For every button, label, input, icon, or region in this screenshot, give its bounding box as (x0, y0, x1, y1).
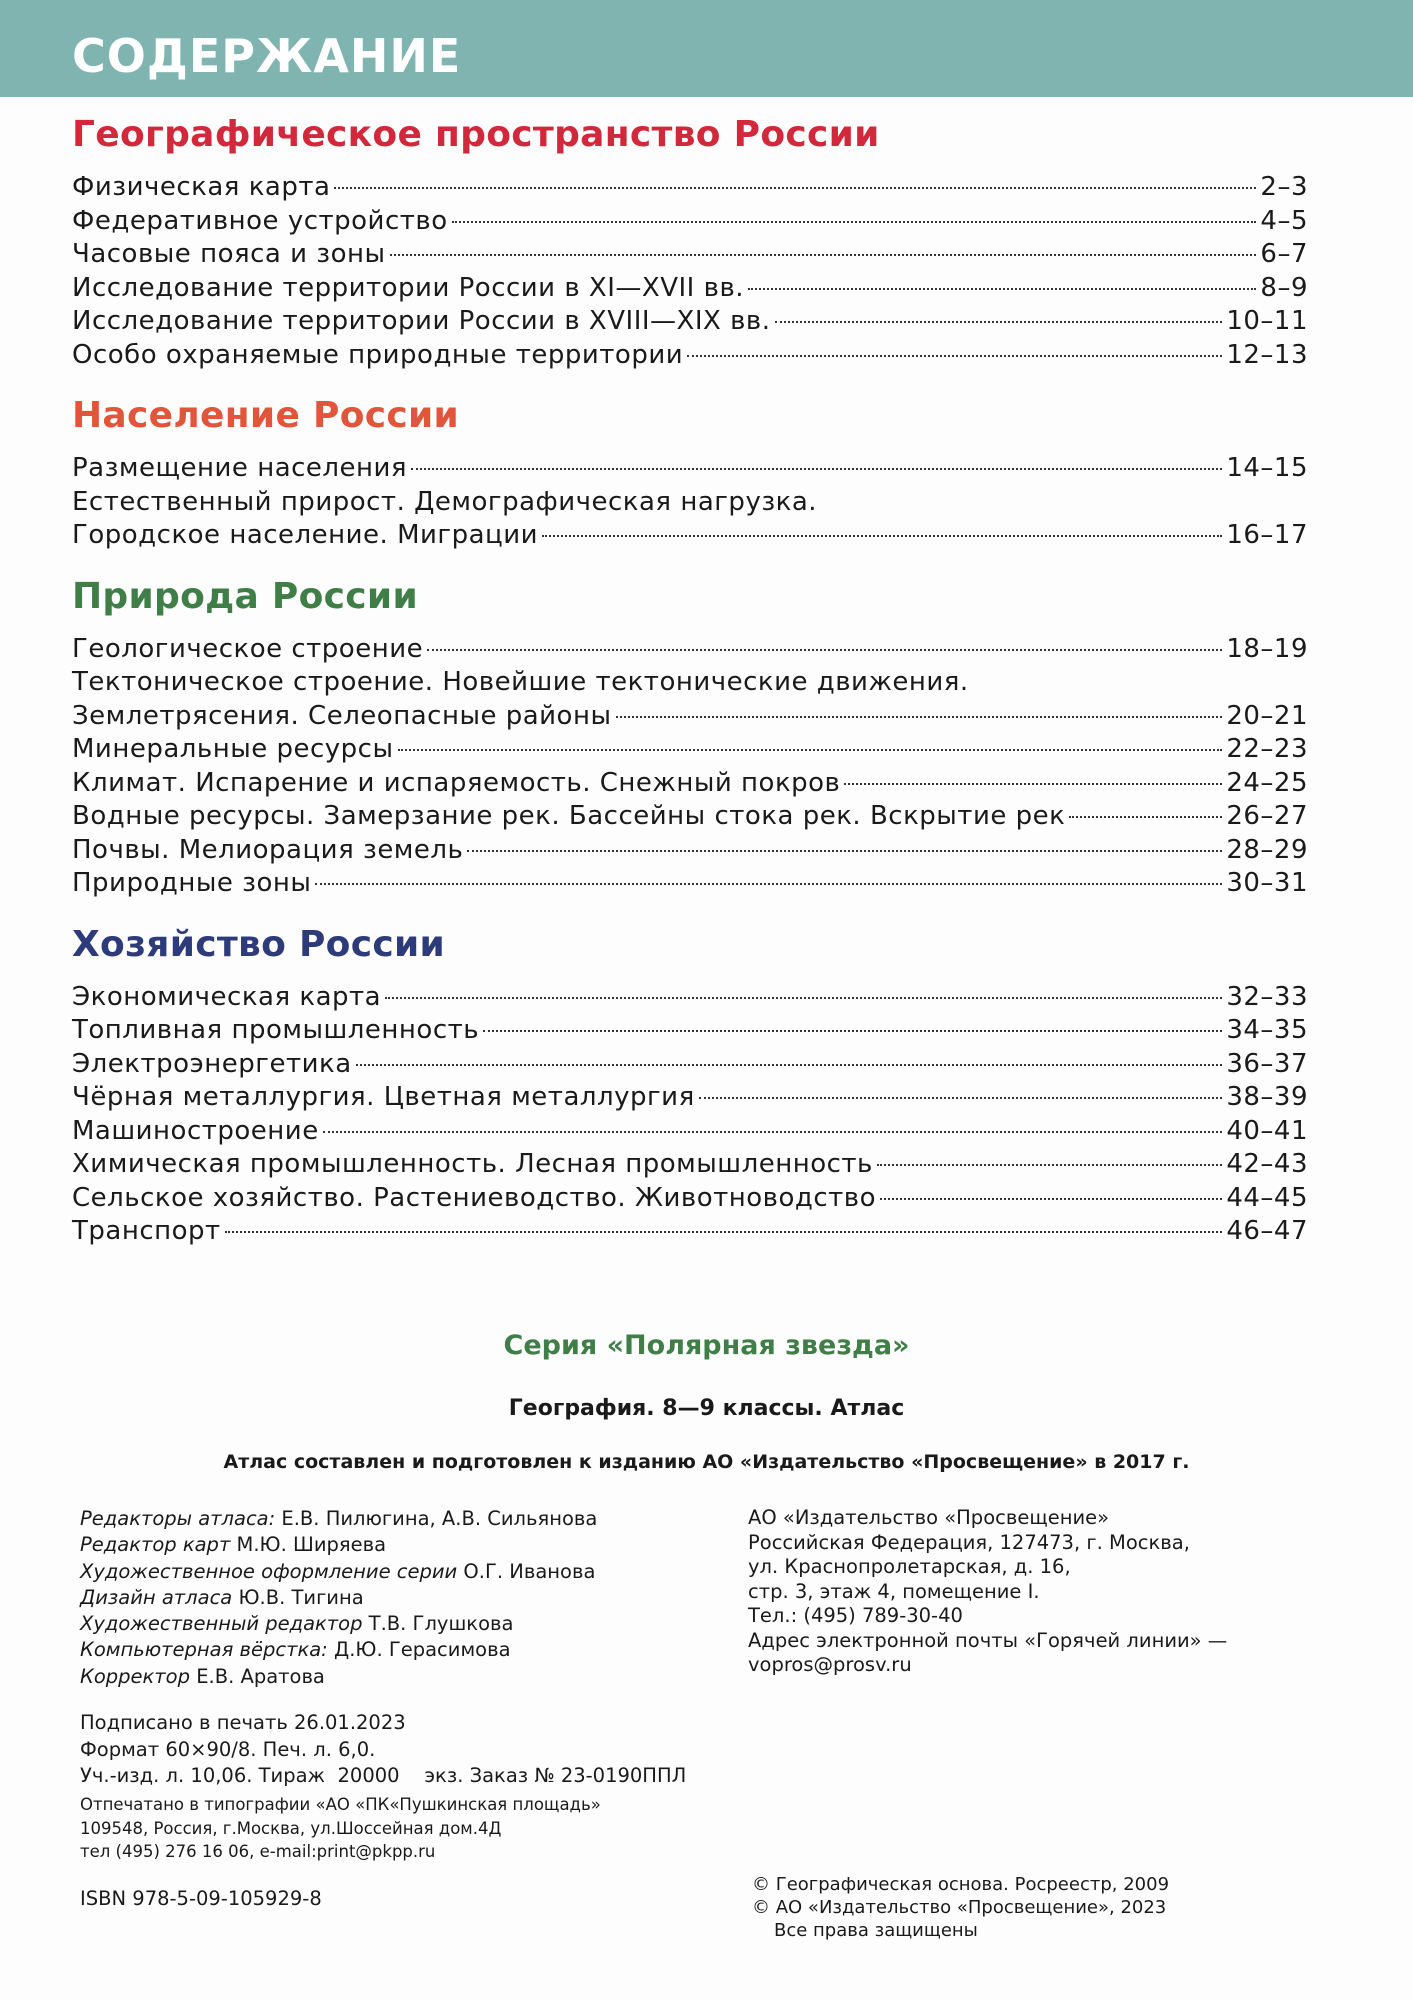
entry-title: Электроэнергетика (72, 1048, 352, 1079)
entry-title: Водные ресурсы. Замерзание рек. Бассейны стока рек. Вскрытие рек (72, 801, 1066, 831)
compiled-note: Атлас составлен и подготовлен к изданию АО «Издательство «Просвещение» в 2017 г. (223, 1451, 1190, 1473)
entry-pages: 26–27 (1226, 801, 1308, 831)
section-title: Население России (72, 395, 460, 436)
publisher-line: Тел.: (495) 789-30-40 (748, 1604, 963, 1627)
toc-entry[interactable] (72, 666, 1308, 700)
entry-title: Тектоническое строение. Новейшие тектонические движения. (72, 667, 969, 697)
entry-title: Размещение населения (72, 453, 408, 483)
entry-pages: 10–11 (1226, 306, 1308, 336)
entry-title: Топливная промышленность (72, 1015, 480, 1045)
entry-title: Сельское хозяйство. Растениеводство. Животноводство (72, 1182, 877, 1213)
entry-pages: 42–43 (1226, 1149, 1308, 1179)
entry-pages: 4–5 (1260, 205, 1308, 236)
credit-line (80, 1532, 730, 1558)
entry-pages: 2–3 (1260, 172, 1308, 202)
toc-entry[interactable] (72, 633, 1308, 667)
copyright-line: © Географическая основа. Росреестр, 2009 (752, 1874, 1170, 1895)
entry-pages: 22–23 (1226, 734, 1308, 764)
print-info-line: Подписано в печать 26.01.2023 (80, 1711, 406, 1734)
print-info (80, 1710, 730, 1790)
dot-leader (542, 535, 1222, 537)
credit-role: Компьютерная вёрстка: (80, 1638, 328, 1662)
entry-title: Исследование территории России в XVIII—XIX вв. (72, 306, 771, 336)
toc-entry[interactable] (72, 1014, 1308, 1048)
series-title: Серия «Полярная звезда» (503, 1330, 910, 1361)
dot-leader (390, 254, 1257, 256)
page-title: СОДЕРЖАНИЕ (72, 29, 462, 83)
printing-house-line: тел (495) 276 16 06, e-mail:print@pkpp.ru (80, 1842, 436, 1861)
dot-leader (225, 1231, 1223, 1233)
dot-leader (877, 1164, 1222, 1166)
toc-entry[interactable] (72, 452, 1308, 486)
publisher-address (748, 1506, 1268, 1678)
toc-entry[interactable] (72, 700, 1308, 734)
toc-entry[interactable] (72, 305, 1308, 339)
print-info-line: Уч.-изд. л. 10,06. Тираж 20000 экз. Заказ № 23-0190ППЛ (80, 1764, 687, 1787)
dot-leader (748, 288, 1256, 290)
dot-leader (398, 749, 1223, 751)
print-info-line: Формат 60×90/8. Печ. л. 6,0. (80, 1737, 376, 1761)
dot-leader (356, 1064, 1223, 1066)
section-title: Географическое пространство России (72, 114, 880, 155)
entry-title: Исследование территории России в XI—XVII вв. (72, 272, 745, 303)
entry-pages: 24–25 (1226, 767, 1308, 798)
copyright-line: Все права защищены (774, 1920, 978, 1941)
toc-entry[interactable] (72, 1048, 1308, 1082)
isbn: ISBN 978-5-09-105929-8 (80, 1887, 322, 1910)
toc-entry[interactable] (72, 272, 1308, 306)
toc-entry[interactable] (72, 1215, 1308, 1249)
credit-name: Д.Ю. Герасимова (333, 1638, 511, 1662)
dot-leader (880, 1198, 1222, 1200)
entry-pages: 18–19 (1226, 633, 1308, 664)
credit-name: Ю.В. Тигина (238, 1585, 364, 1609)
book-title: География. 8—9 классы. Атлас (508, 1396, 905, 1421)
entry-pages: 34–35 (1226, 1015, 1308, 1045)
dot-leader (323, 1131, 1223, 1133)
toc-entry[interactable] (72, 1081, 1308, 1115)
toc-section-economy (72, 923, 1308, 1249)
credit-name: М.Ю. Ширяева (236, 1533, 387, 1557)
entry-title: Климат. Испарение и испаряемость. Снежный покров (72, 767, 841, 798)
entry-title: Федеративное устройство (72, 205, 448, 236)
entry-pages: 40–41 (1226, 1115, 1308, 1146)
entry-title: Геологическое строение (72, 633, 424, 664)
credit-line (80, 1585, 730, 1611)
section-title: Природа России (72, 575, 418, 617)
publisher-line: Российская Федерация, 127473, г. Москва, (748, 1530, 1190, 1554)
entry-title: Машиностроение (72, 1115, 319, 1146)
entry-title: Естественный прирост. Демографическая нагрузка. (72, 486, 818, 517)
toc-section-geography (72, 113, 1308, 372)
header-band (0, 0, 1413, 97)
dot-leader (616, 716, 1223, 718)
credit-name: Т.В. Глушкова (368, 1612, 514, 1636)
toc-section-population (72, 394, 1308, 553)
entry-title: Городское население. Миграции (72, 520, 538, 550)
credit-role: Редакторы атласа: (80, 1507, 276, 1530)
credit-role: Художественное оформление серии (80, 1559, 458, 1583)
toc-entry[interactable] (72, 733, 1308, 767)
toc-entry[interactable] (72, 171, 1308, 205)
toc-entry[interactable] (72, 1182, 1308, 1216)
credit-line (80, 1559, 730, 1585)
entry-pages: 46–47 (1226, 1216, 1308, 1246)
toc-entry[interactable] (72, 867, 1308, 901)
entry-title: Транспорт (72, 1216, 221, 1246)
dot-leader (844, 783, 1222, 785)
toc-entry[interactable] (72, 800, 1308, 834)
credits-list (80, 1506, 730, 1690)
printing-house-line: 109548, Россия, г.Москва, ул.Шоссейная дом.4Д (80, 1818, 502, 1838)
toc-entry[interactable] (72, 339, 1308, 373)
dot-leader (467, 850, 1222, 852)
credit-name: Е.В. Аратова (196, 1664, 325, 1688)
entry-pages: 38–39 (1226, 1082, 1308, 1112)
publisher-line: стр. 3, этаж 4, помещение I. (748, 1579, 1040, 1603)
entry-pages: 20–21 (1226, 700, 1308, 731)
dot-leader (315, 883, 1222, 885)
dot-leader (385, 997, 1222, 999)
credit-role: Художественный редактор (80, 1612, 363, 1636)
toc-entry[interactable] (72, 767, 1308, 801)
toc-entry[interactable] (72, 519, 1308, 553)
dot-leader (775, 321, 1223, 323)
toc-entry[interactable] (72, 981, 1308, 1015)
entry-pages: 16–17 (1226, 520, 1308, 550)
copyright (752, 1873, 1272, 1942)
toc-entry[interactable] (72, 1148, 1308, 1182)
entry-pages: 14–15 (1226, 453, 1308, 483)
entry-pages: 12–13 (1226, 339, 1308, 370)
entry-title: Особо охраняемые природные территории (72, 339, 684, 370)
table-of-contents (72, 113, 1308, 1271)
credit-line (80, 1506, 730, 1532)
toc-entry[interactable] (72, 486, 1308, 520)
entry-title: Минеральные ресурсы (72, 734, 394, 764)
publisher-line: ул. Краснопролетарская, д. 16, (748, 1555, 1071, 1578)
dot-leader (687, 355, 1222, 357)
publisher-line: АО «Издательство «Просвещение» (748, 1506, 1110, 1529)
credit-name: Е.В. Пилюгина, А.В. Сильянова (281, 1507, 598, 1530)
entry-pages: 8–9 (1260, 272, 1308, 303)
entry-title: Почвы. Мелиорация земель (72, 834, 464, 865)
dot-leader (427, 649, 1222, 651)
publisher-email[interactable]: vopros@prosv.ru (748, 1653, 912, 1676)
entry-title: Часовые пояса и зоны (72, 239, 386, 269)
dot-leader (699, 1097, 1223, 1099)
toc-entry[interactable] (72, 205, 1308, 239)
entry-title: Землетрясения. Селеопасные районы (72, 700, 612, 731)
entry-pages: 30–31 (1226, 868, 1308, 898)
printing-house-line: Отпечатано в типографии «АО «ПК«Пушкинская площадь» (80, 1795, 601, 1814)
section-title: Хозяйство России (72, 923, 446, 965)
dot-leader (411, 468, 1222, 470)
toc-entry[interactable] (72, 834, 1308, 868)
copyright-line: © АО «Издательство «Просвещение», 2023 (752, 1897, 1167, 1918)
publisher-line: Адрес электронной почты «Горячей линии» — (748, 1628, 1228, 1652)
entry-pages: 28–29 (1226, 834, 1308, 865)
entry-pages: 44–45 (1226, 1182, 1308, 1213)
credit-line (80, 1664, 730, 1690)
entry-pages: 32–33 (1226, 981, 1308, 1012)
entry-title: Физическая карта (72, 172, 331, 202)
dot-leader (452, 221, 1257, 223)
credit-line (80, 1611, 730, 1637)
toc-entry[interactable] (72, 238, 1308, 272)
credit-role: Редактор карт (80, 1533, 231, 1557)
entry-pages: 6–7 (1260, 239, 1308, 269)
dot-leader (334, 187, 1256, 189)
entry-title: Природные зоны (72, 868, 312, 898)
entry-title: Экономическая карта (72, 981, 382, 1012)
dot-leader (483, 1030, 1222, 1032)
credit-role: Корректор (80, 1664, 190, 1688)
entry-title: Химическая промышленность. Лесная промышленность (72, 1149, 873, 1179)
credit-role: Дизайн атласа (80, 1585, 233, 1609)
toc-section-nature (72, 575, 1308, 901)
dot-leader (1069, 816, 1222, 818)
credit-line (80, 1637, 730, 1663)
toc-entry[interactable] (72, 1115, 1308, 1149)
credit-name: О.Г. Иванова (463, 1559, 596, 1583)
printing-house (80, 1793, 730, 1864)
entry-title: Чёрная металлургия. Цветная металлургия (72, 1082, 695, 1112)
entry-pages: 36–37 (1226, 1048, 1308, 1079)
